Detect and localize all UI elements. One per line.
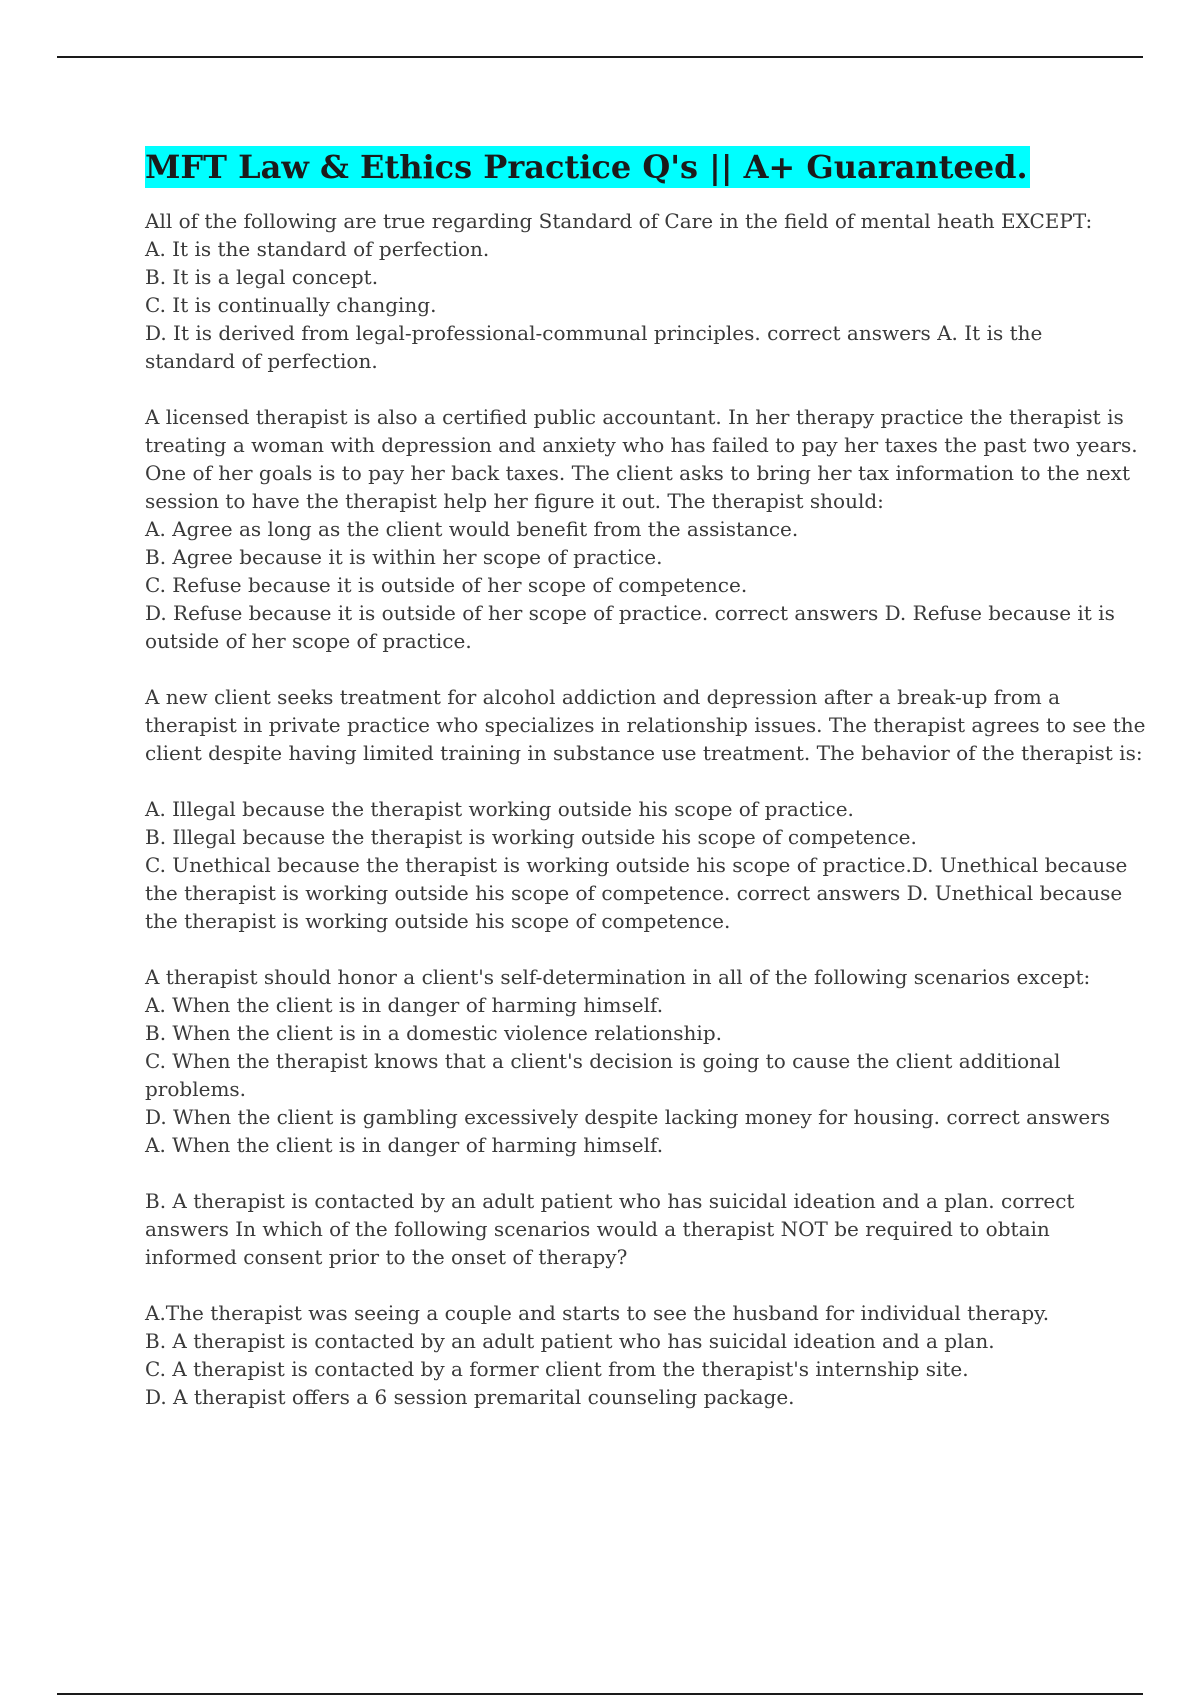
document-title-text: MFT Law & Ethics Practice Q's || A+ Guaranteed. bbox=[145, 148, 1028, 186]
text-line: B. It is a legal concept. bbox=[145, 265, 379, 289]
text-line: D. Refuse because it is outside of her scope of practice. correct answers D. Refuse because it is bbox=[145, 601, 1115, 625]
question-scope-of-competence-options bbox=[145, 795, 1128, 935]
text-line: A. When the client is in danger of harming himself. bbox=[145, 1133, 664, 1157]
text-line: B. When the client is in a domestic violence relationship. bbox=[145, 1021, 722, 1045]
text-line: problems. bbox=[145, 1077, 247, 1101]
text-line: the therapist is working outside his scope of competence. bbox=[145, 909, 731, 933]
text-line: C. Refuse because it is outside of her scope of competence. bbox=[145, 573, 748, 597]
document-body bbox=[145, 145, 1146, 1439]
text-line: All of the following are true regarding Standard of Care in the field of mental heath EXCEPT: bbox=[145, 209, 1093, 233]
text-line: session to have the therapist help her figure it out. The therapist should: bbox=[145, 489, 884, 513]
text-line: the therapist is working outside his scope of competence. correct answers D. Unethical because bbox=[145, 881, 1123, 905]
text-line: answers In which of the following scenarios would a therapist NOT be required to obtain bbox=[145, 1217, 1050, 1241]
footer-rule bbox=[57, 1693, 1143, 1695]
header-rule bbox=[57, 56, 1143, 58]
text-line: C. A therapist is contacted by a former client from the therapist's internship site. bbox=[145, 1357, 969, 1381]
text-line: informed consent prior to the onset of therapy? bbox=[145, 1245, 628, 1269]
text-line: D. A therapist offers a 6 session premarital counseling package. bbox=[145, 1385, 795, 1409]
text-line: B. A therapist is contacted by an adult patient who has suicidal ideation and a plan. bbox=[145, 1329, 995, 1353]
text-line: B. Agree because it is within her scope of practice. bbox=[145, 545, 663, 569]
text-line: B. A therapist is contacted by an adult patient who has suicidal ideation and a plan. correct bbox=[145, 1189, 1075, 1213]
text-line: A. It is the standard of perfection. bbox=[145, 237, 490, 261]
text-line: C. When the therapist knows that a client's decision is going to cause the client additional bbox=[145, 1049, 1061, 1073]
text-line: A. Illegal because the therapist working outside his scope of practice. bbox=[145, 797, 854, 821]
text-line: A new client seeks treatment for alcohol addiction and depression after a break-up from a bbox=[145, 685, 1061, 709]
question-self-determination bbox=[145, 963, 1111, 1159]
text-line: D. It is derived from legal-professional-communal principles. correct answers A. It is the bbox=[145, 321, 1043, 345]
text-line: therapist in private practice who specializes in relationship issues. The therapist agrees to see the bbox=[145, 713, 1146, 737]
text-line: C. Unethical because the therapist is working outside his scope of practice.D. Unethical because bbox=[145, 853, 1128, 877]
question-scope-of-practice-cpa bbox=[145, 403, 1138, 655]
text-line: A therapist should honor a client's self-determination in all of the following scenarios except: bbox=[145, 965, 1091, 989]
question-informed-consent-options bbox=[145, 1299, 1090, 1411]
text-line: B. Illegal because the therapist is working outside his scope of competence. bbox=[145, 825, 917, 849]
question-standard-of-care bbox=[145, 207, 1093, 375]
text-line: standard of perfection. bbox=[145, 349, 378, 373]
text-line: D. When the client is gambling excessively despite lacking money for housing. correct answers bbox=[145, 1105, 1111, 1129]
question-scope-of-competence-stem bbox=[145, 683, 1146, 767]
document-title bbox=[145, 145, 1090, 189]
text-line: treating a woman with depression and anxiety who has failed to pay her taxes the past two years. bbox=[145, 433, 1138, 457]
text-line: One of her goals is to pay her back taxes. The client asks to bring her tax information to the next bbox=[145, 461, 1130, 485]
text-line: A.The therapist was seeing a couple and starts to see the husband for individual therapy. bbox=[145, 1301, 1050, 1325]
text-line: A. When the client is in danger of harming himself. bbox=[145, 993, 664, 1017]
text-line: C. It is continually changing. bbox=[145, 293, 437, 317]
question-informed-consent-stem bbox=[145, 1187, 1090, 1271]
text-line: outside of her scope of practice. bbox=[145, 629, 472, 653]
text-line: client despite having limited training in substance use treatment. The behavior of the therapist is: bbox=[145, 741, 1143, 765]
text-line: A. Agree as long as the client would benefit from the assistance. bbox=[145, 517, 799, 541]
text-line: A licensed therapist is also a certified public accountant. In her therapy practice the therapist is bbox=[145, 405, 1124, 429]
